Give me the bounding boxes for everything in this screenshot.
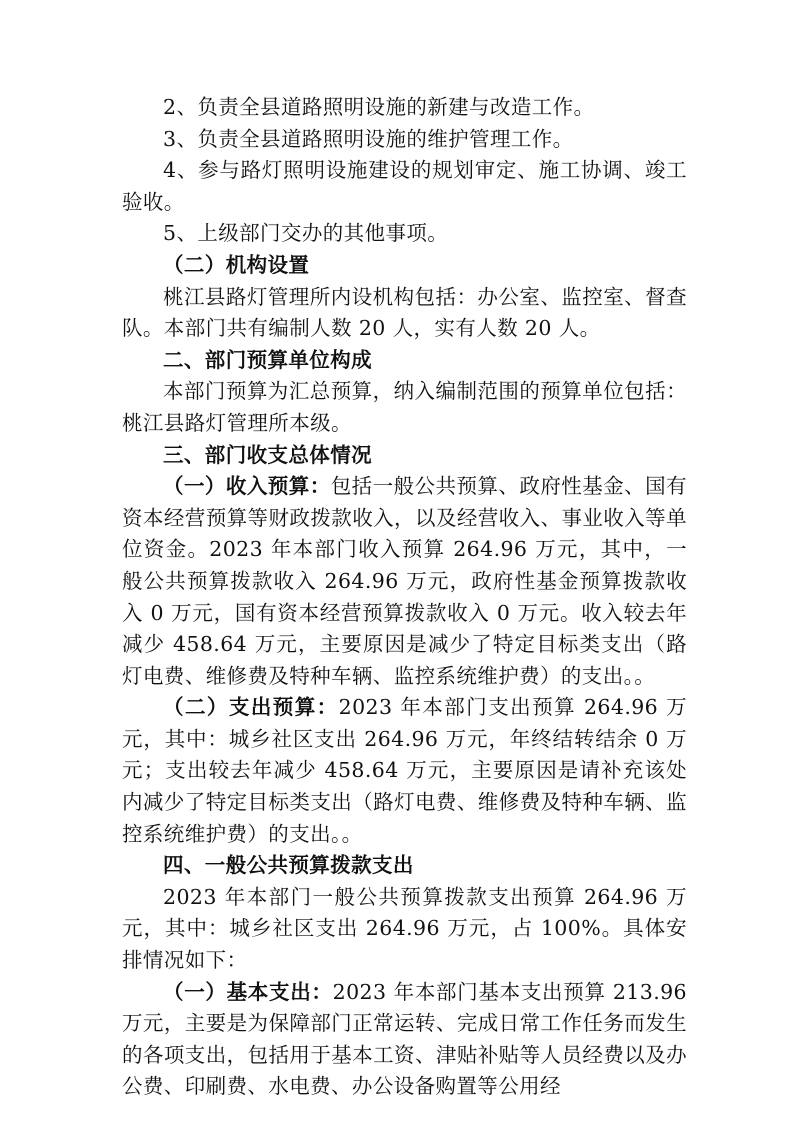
budget-units-paragraph: 本部门预算为汇总预算，纳入编制范围的预算单位包括：桃江县路灯管理所本级。 xyxy=(122,379,687,435)
expense-budget-lead: （二）支出预算： xyxy=(163,695,339,720)
section-heading-organization: （二）机构设置 xyxy=(163,252,310,277)
duty-item-3: 3、负责全县道路照明设施的维护管理工作。 xyxy=(163,126,574,151)
expense-budget-paragraph xyxy=(122,692,687,850)
income-budget-paragraph xyxy=(122,471,687,692)
section-heading-income-expense: 三、部门收支总体情况 xyxy=(163,442,372,467)
basic-expense-text: 2023 年本部门基本支出预算 213.96 万元，主要是为保障部门正常运转、完成日常工作任务而发生的各项支出，包括用于基本工资、津贴补贴等人员经费以及办公费、印刷费、水电费、办公设备购置等公用经 xyxy=(122,979,687,1099)
expense-budget-text: 2023 年本部门支出预算 264.96 万元，其中：城乡社区支出 264.96 万元，年终结转结余 0 万元；支出较去年减少 458.64 万元，主要原因是请补充该处内减少了特定目标类支出（路灯电费、维修费及特种车辆、监控系统维护费）的支出。。 xyxy=(122,695,687,846)
income-budget-lead: （一）收入预算： xyxy=(163,474,331,499)
general-public-budget-paragraph: 2023 年本部门一般公共预算拨款支出预算 264.96 万元，其中：城乡社区支出 264.96 万元，占 100%。具体安排情况如下： xyxy=(122,884,687,973)
section-heading-general-public-budget: 四、一般公共预算拨款支出 xyxy=(163,853,414,878)
organization-paragraph: 桃江县路灯管理所内设机构包括：办公室、监控室、督查队。本部门共有编制人数 20 人，实有人数 20 人。 xyxy=(122,284,687,341)
duty-item-4: 4、参与路灯照明设施建设的规划审定、施工协调、竣工验收。 xyxy=(122,158,687,214)
basic-expense-paragraph xyxy=(122,977,687,1103)
basic-expense-lead: （一）基本支出： xyxy=(163,979,333,1004)
document-body xyxy=(122,92,687,1103)
income-budget-text: 包括一般公共预算、政府性基金、国有资本经营预算等财政拨款收入，以及经营收入、事业收入等单位资金。2023 年本部门收入预算 264.96 万元，其中，一般公共预算拨款收入 264.96 万元，政府性基金预算拨款收入 0 万元，国有资本经营预算拨款收入 0 万元。收入较去年减少 458.64 万元，主要原因是减少了特定目标类支出（路灯电费、维修费及特种车辆、监控系统维护费）的支出。。 xyxy=(122,474,687,688)
duty-item-5: 5、上级部门交办的其他事项。 xyxy=(163,221,449,246)
duty-item-2: 2、负责全县道路照明设施的新建与改造工作。 xyxy=(163,95,595,119)
section-heading-budget-units: 二、部门预算单位构成 xyxy=(163,347,372,372)
